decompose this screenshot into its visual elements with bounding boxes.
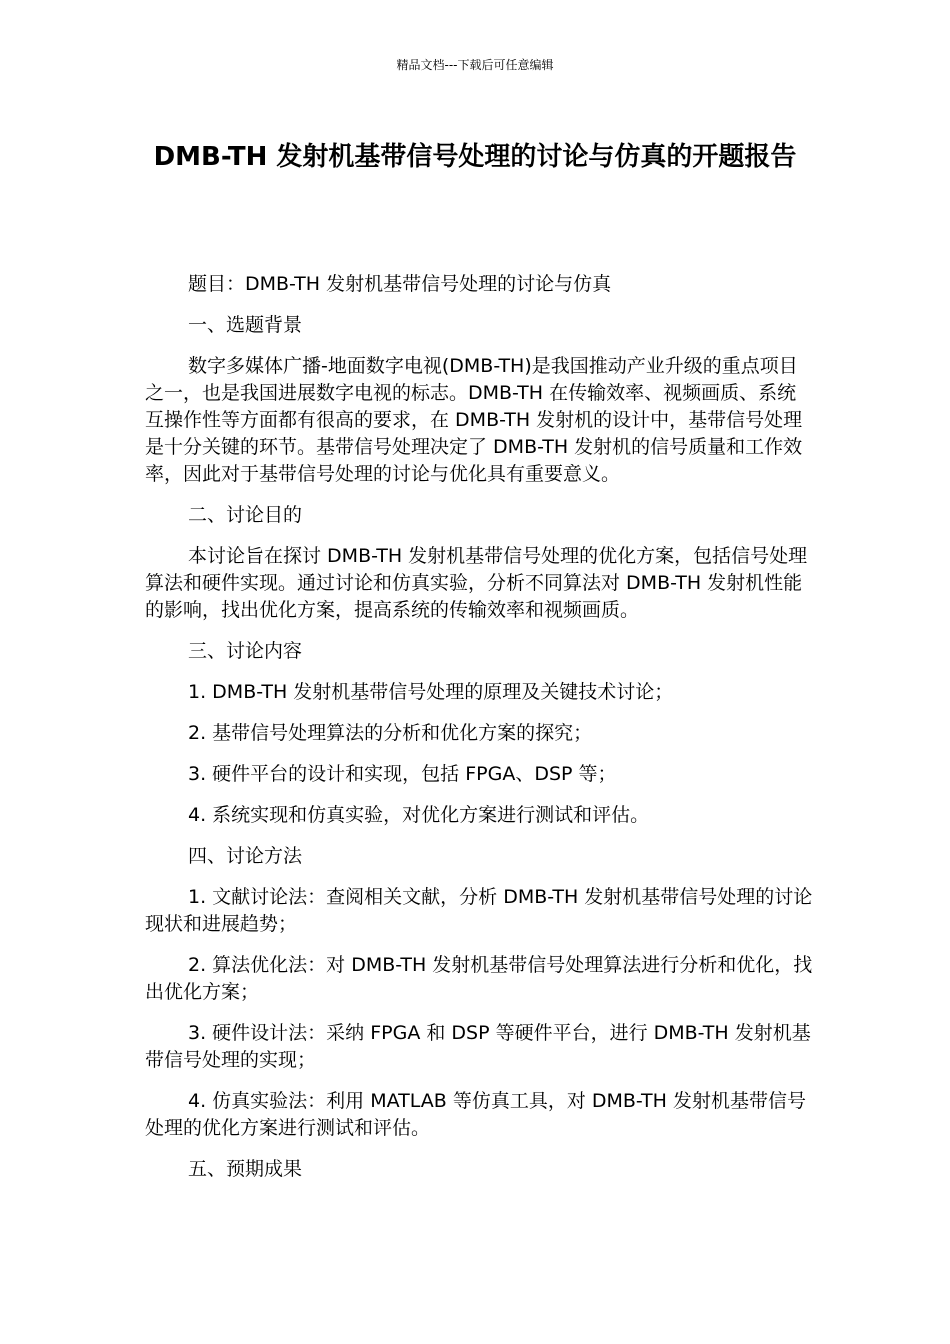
document-title: DMB-TH 发射机基带信号处理的讨论与仿真的开题报告 (153, 142, 797, 172)
method-item-2: 2. 算法优化法：对 DMB-TH 发射机基带信号处理算法进行分析和优化，找出优化方案； (145, 954, 813, 1003)
header-note: 精品文档---下载后可任意编辑 (396, 58, 554, 72)
content-item-4: 4. 系统实现和仿真实验，对优化方案进行测试和评估。 (188, 804, 650, 826)
section-heading-purpose: 二、讨论目的 (188, 504, 303, 526)
section-heading-background: 一、选题背景 (188, 314, 303, 336)
section-heading-expected-results: 五、预期成果 (188, 1158, 303, 1180)
content-item-2: 2. 基带信号处理算法的分析和优化方案的探究； (188, 722, 593, 744)
background-paragraph: 数字多媒体广播-地面数字电视(DMB-TH)是我国推动产业升级的重点项目之一，也是我国进展数字电视的标志。DMB-TH 在传输效率、视频画质、系统互操作性等方面都有很高的要求，在 DMB-TH 发射机的设计中，基带信号处理是十分关键的环节。基带信号处理决定了 DMB-TH 发射机的信号质量和工作效率，因此对于基带信号处理的讨论与优化具有重要意义。 (145, 355, 803, 485)
subject-line: 题目：DMB-TH 发射机基带信号处理的讨论与仿真 (188, 273, 612, 295)
method-item-3: 3. 硬件设计法：采纳 FPGA 和 DSP 等硬件平台，进行 DMB-TH 发射机基带信号处理的实现； (145, 1022, 811, 1071)
content-item-1: 1. DMB-TH 发射机基带信号处理的原理及关键技术讨论； (188, 681, 674, 703)
method-item-4: 4. 仿真实验法：利用 MATLAB 等仿真工具，对 DMB-TH 发射机基带信号处理的优化方案进行测试和评估。 (145, 1090, 806, 1139)
document-body (145, 271, 813, 1197)
method-item-1: 1. 文献讨论法：查阅相关文献，分析 DMB-TH 发射机基带信号处理的讨论现状和进展趋势； (145, 886, 813, 935)
purpose-paragraph: 本讨论旨在探讨 DMB-TH 发射机基带信号处理的优化方案，包括信号处理算法和硬件实现。通过讨论和仿真实验，分析不同算法对 DMB-TH 发射机性能的影响，找出优化方案，提高系统的传输效率和视频画质。 (145, 545, 808, 621)
section-heading-methods: 四、讨论方法 (188, 845, 303, 867)
section-heading-content: 三、讨论内容 (188, 640, 303, 662)
content-item-3: 3. 硬件平台的设计和实现，包括 FPGA、DSP 等； (188, 763, 617, 785)
